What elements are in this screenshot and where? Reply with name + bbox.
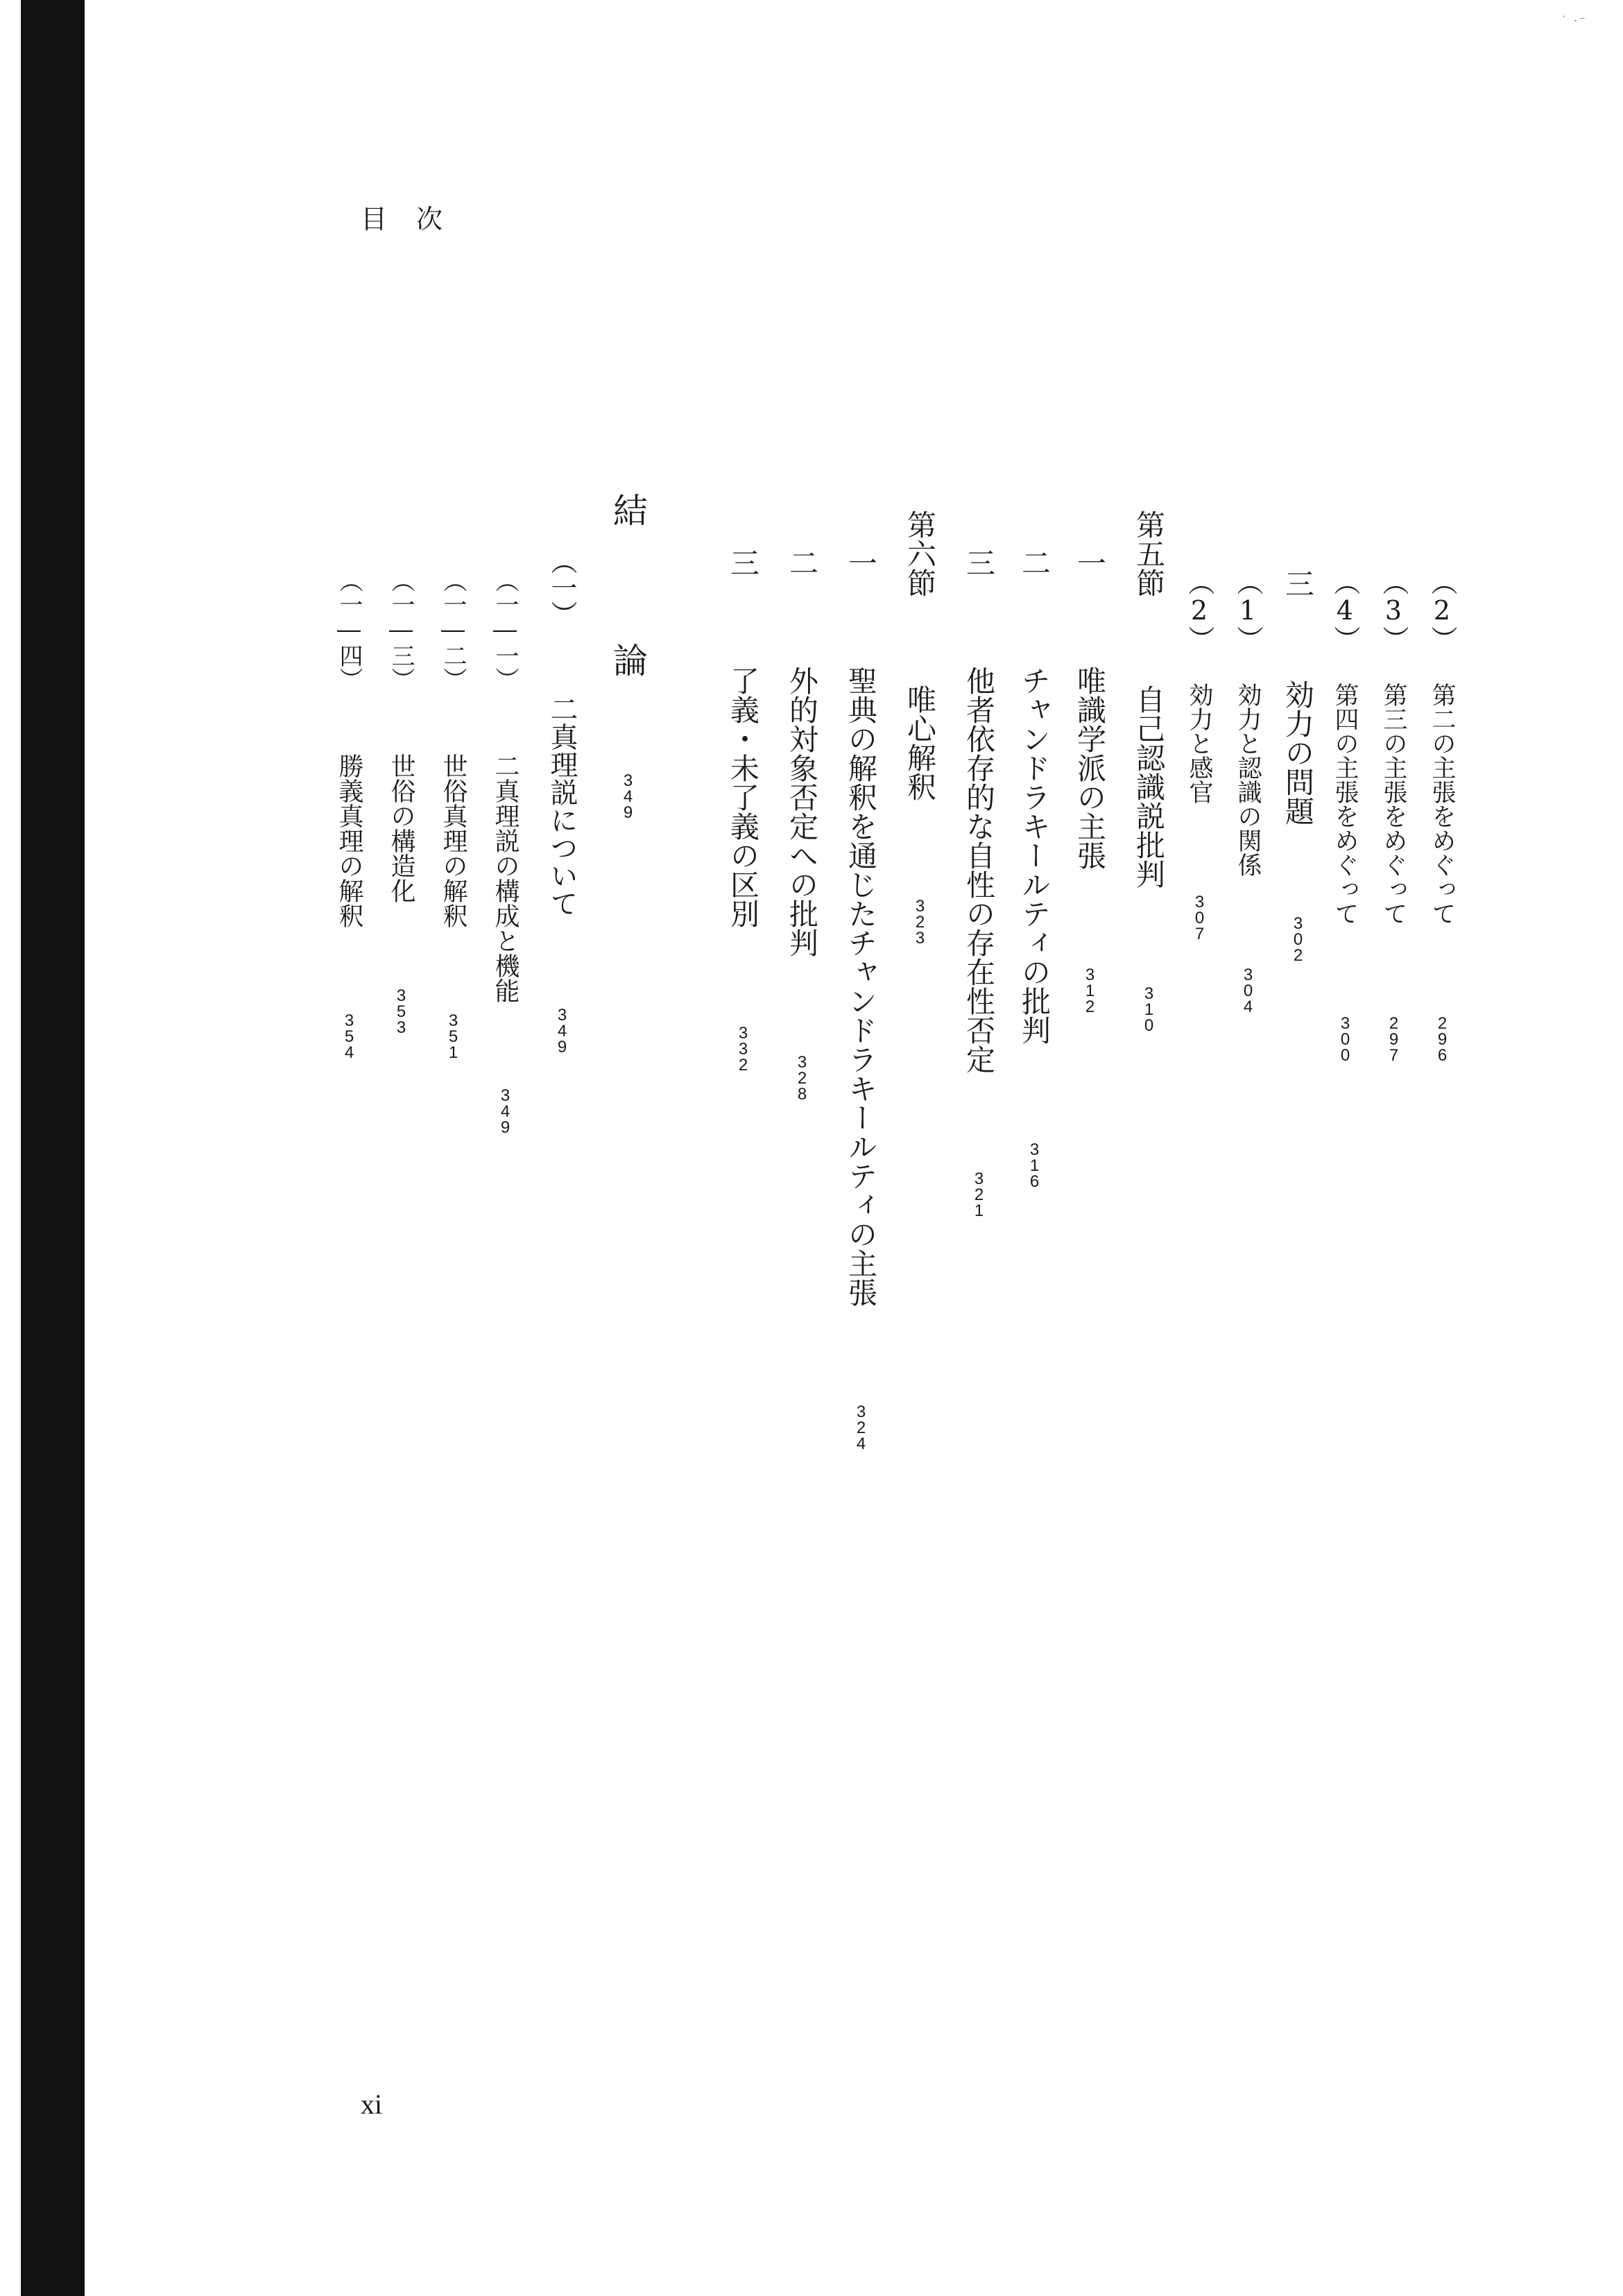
entry-title: 勝義真理の解釈 <box>335 753 363 928</box>
toc-entry <box>440 569 465 1059</box>
toc-entry <box>388 569 413 1034</box>
toc-entry <box>1281 569 1315 962</box>
entry-label: （2） <box>1184 569 1214 652</box>
entry-title: 第三の主張をめぐって <box>1380 683 1407 925</box>
entry-label: 第五節 <box>1132 510 1166 597</box>
entry-title: 効力の問題 <box>1281 680 1315 825</box>
page-number: xi <box>361 2089 383 2120</box>
entry-title: 外的対象否定への批判 <box>785 666 819 957</box>
entry-page: 300 <box>1336 1014 1355 1062</box>
entry-label: （一―一） <box>491 569 519 691</box>
toc-entry <box>726 548 760 1072</box>
entry-label: 三 <box>1281 569 1315 598</box>
entry-title: 論 <box>608 642 648 677</box>
entry-label: 結 <box>608 492 648 527</box>
entry-page: 316 <box>1025 1140 1044 1188</box>
entry-label: 三 <box>962 548 996 577</box>
entry-page: 351 <box>444 1011 463 1059</box>
entry-title: 効力と感官 <box>1185 683 1213 804</box>
toc-entry <box>1073 548 1107 1013</box>
entry-title: 世俗の構造化 <box>387 753 415 903</box>
entry-page: 323 <box>911 897 929 945</box>
entry-title: 了義・未了義の区別 <box>726 666 760 928</box>
toc-entry <box>1132 510 1166 1032</box>
toc-entry <box>336 569 361 1059</box>
scan-specks: ˙ ·⁻ <box>1561 14 1587 28</box>
entry-title: 効力と認識の関係 <box>1234 683 1262 877</box>
toc-entry <box>785 548 819 1101</box>
entry-label: 第六節 <box>903 510 937 597</box>
toc-entry <box>1332 569 1358 1062</box>
toc-entry <box>1186 569 1212 941</box>
entry-page: 353 <box>392 986 411 1034</box>
running-header: 目次 <box>361 204 472 234</box>
entry-label: 三 <box>726 548 760 577</box>
toc-entry <box>903 510 937 945</box>
entry-title: チャンドラキールティの批判 <box>1017 666 1051 1045</box>
entry-page: 354 <box>340 1011 359 1059</box>
entry-page: 349 <box>496 1086 515 1134</box>
toc-entry <box>1429 569 1455 1062</box>
entry-label: 一 <box>844 548 878 577</box>
entry-label: （2） <box>1427 569 1457 652</box>
toc-entry <box>1380 569 1407 1062</box>
entry-page: 312 <box>1081 966 1099 1013</box>
entry-label: （一―二） <box>439 569 467 691</box>
entry-title: 第二の主張をめぐって <box>1428 683 1456 925</box>
entry-page: 324 <box>852 1403 870 1450</box>
entry-label: （一―三） <box>387 569 415 691</box>
entry-page: 349 <box>553 1006 572 1054</box>
entry-page: 349 <box>619 771 637 819</box>
toc-chapter-conclusion <box>608 492 648 819</box>
entry-page: 302 <box>1289 914 1307 962</box>
entry-page: 328 <box>793 1053 812 1101</box>
entry-title: 二真理説について <box>546 695 578 917</box>
entry-title: 二真理説の構成と機能 <box>491 753 519 1003</box>
entry-page: 297 <box>1384 1014 1403 1062</box>
scan-edge-shadow <box>21 0 85 2296</box>
entry-title: 唯心解釈 <box>903 685 937 801</box>
entry-label: 二 <box>1017 548 1051 577</box>
entry-label: （1） <box>1233 569 1263 652</box>
toc-entry <box>492 569 517 1134</box>
toc-entry <box>1235 569 1261 1013</box>
entry-page: 321 <box>970 1170 988 1217</box>
entry-title: 第四の主張をめぐって <box>1331 683 1359 925</box>
entry-title: 唯識学派の主張 <box>1073 666 1107 870</box>
entry-title: 他者依存的な自性の存在性否定 <box>962 666 996 1074</box>
toc-entry <box>548 548 576 1054</box>
entry-label: （一―四） <box>335 569 363 691</box>
entry-label: （一） <box>547 548 577 627</box>
entry-page: 332 <box>734 1024 753 1072</box>
toc-entry <box>1017 548 1051 1188</box>
entry-title: 世俗真理の解釈 <box>439 753 467 928</box>
toc-entry <box>844 548 878 1450</box>
entry-page: 304 <box>1239 966 1257 1013</box>
entry-title: 聖典の解釈を通じたチャンドラキールティの主張 <box>844 666 878 1307</box>
entry-title: 自己認識説批判 <box>1132 685 1166 889</box>
toc-entry <box>962 548 996 1217</box>
entry-label: （4） <box>1330 569 1360 652</box>
entry-label: （3） <box>1378 569 1409 652</box>
entry-page: 310 <box>1140 984 1158 1032</box>
entry-page: 296 <box>1433 1014 1452 1062</box>
entry-label: 一 <box>1073 548 1107 577</box>
entry-page: 307 <box>1190 893 1209 941</box>
entry-label: 二 <box>785 548 819 577</box>
